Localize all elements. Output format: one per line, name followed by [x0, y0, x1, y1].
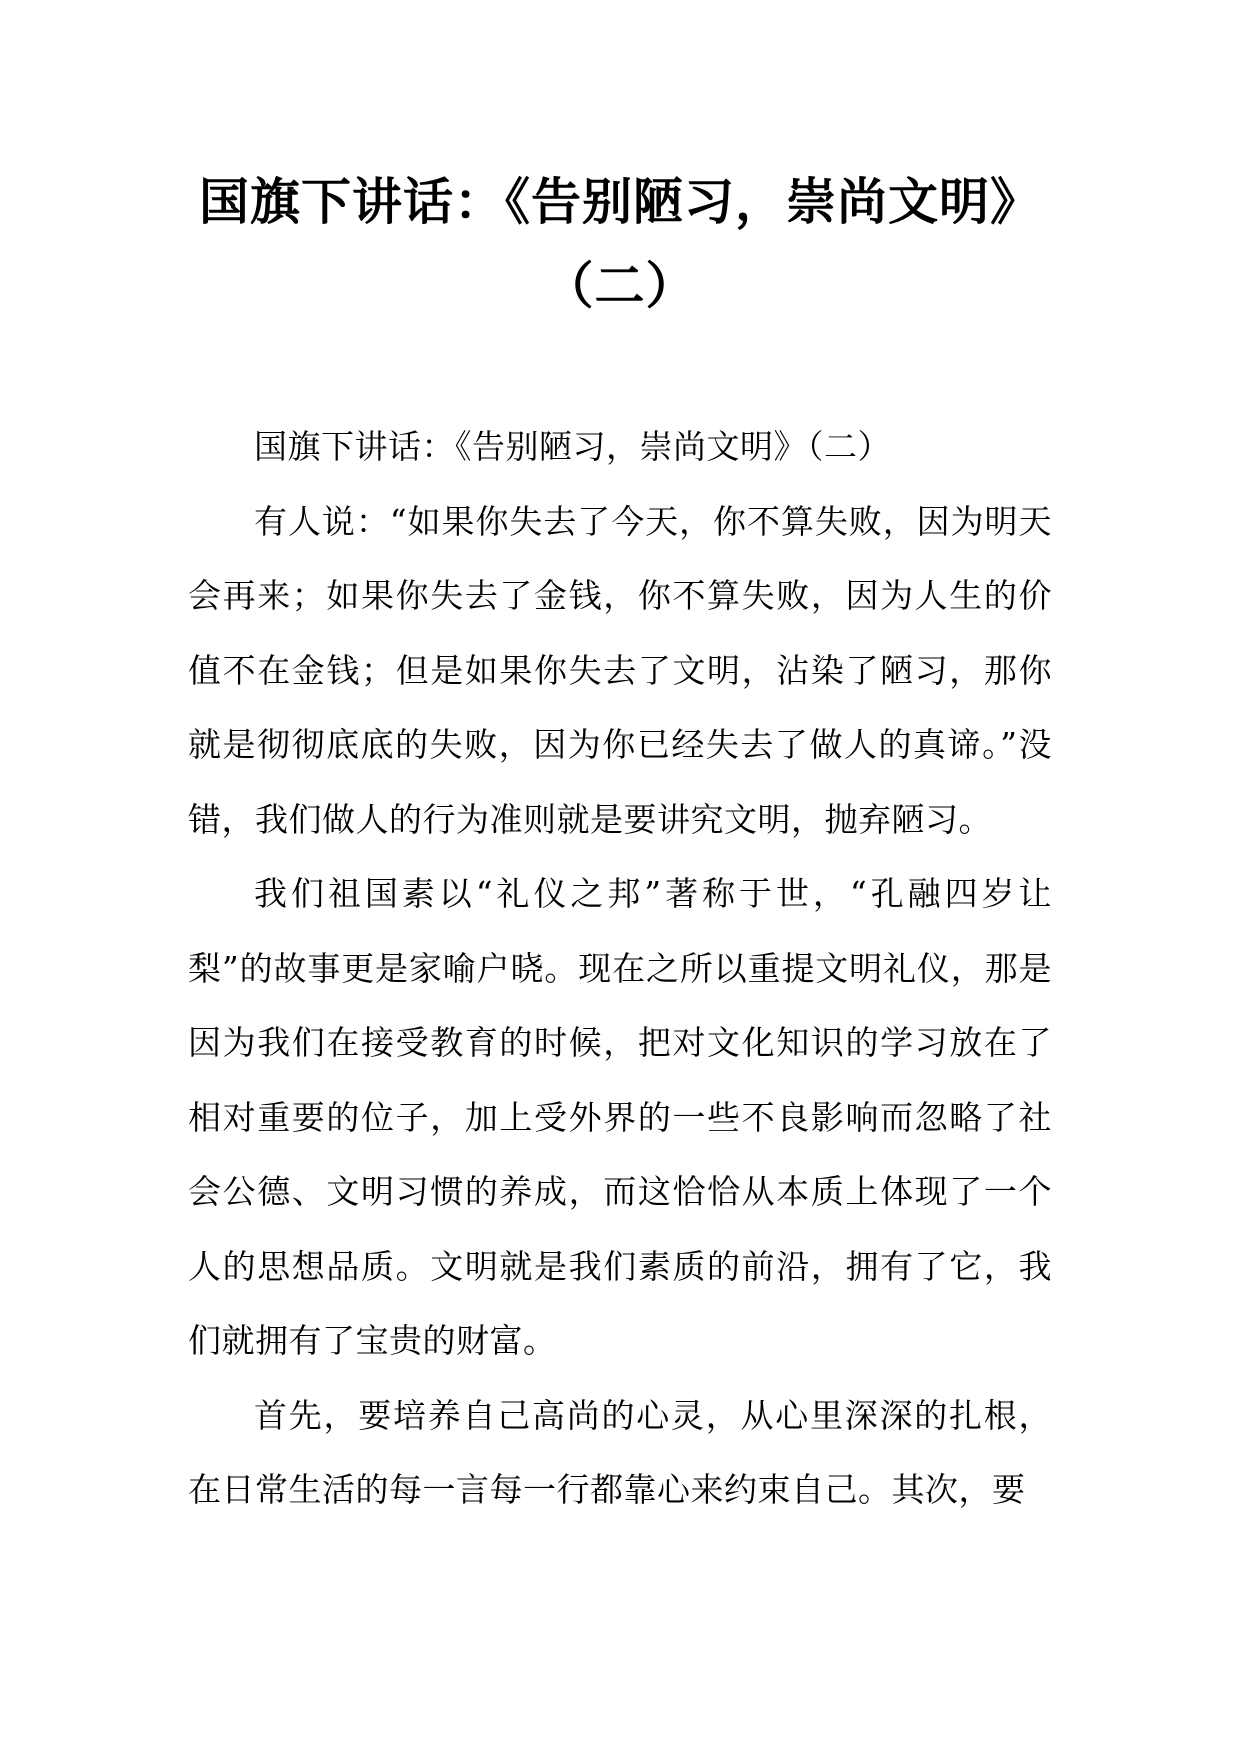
paragraph-subtitle: 国旗下讲话：《告别陋习，崇尚文明》（二） [254, 427, 891, 466]
document-title [150, 160, 1090, 328]
paragraph: 我们祖国素以“礼仪之邦”著称于世，“孔融四岁让梨”的故事更是家喻户晓。现在之所以重提文明礼仪，那是因为我们在接受教育的时候，把对文化知识的学习放在了相对重要的位子，加上受外界的一些不良影响而忽略了社会公德、文明习惯的养成，而这恰恰从本质上体现了一个人的思想品质。文明就是我们素质的前沿，拥有了它，我们就拥有了宝贵的财富。 [188, 874, 1052, 1360]
title-line-2: （二） [543, 257, 697, 315]
title-line-1: 国旗下讲话：《告别陋习，崇尚文明》 [199, 173, 1041, 231]
document-body [188, 410, 1052, 1528]
paragraph: 有人说：“如果你失去了今天，你不算失败，因为明天会再来；如果你失去了金钱，你不算失败，因为人生的价值不在金钱；但是如果你失去了文明，沾染了陋习，那你就是彻彻底底的失败，因为你已经失去了做人的真谛。”没错，我们做人的行为准则就是要讲究文明，抛弃陋习。 [188, 501, 1052, 839]
paragraph: 首先，要培养自己高尚的心灵，从心里深深的扎根，在日常生活的每一言每一行都靠心来约束自己。其次，要 [188, 1395, 1052, 1509]
